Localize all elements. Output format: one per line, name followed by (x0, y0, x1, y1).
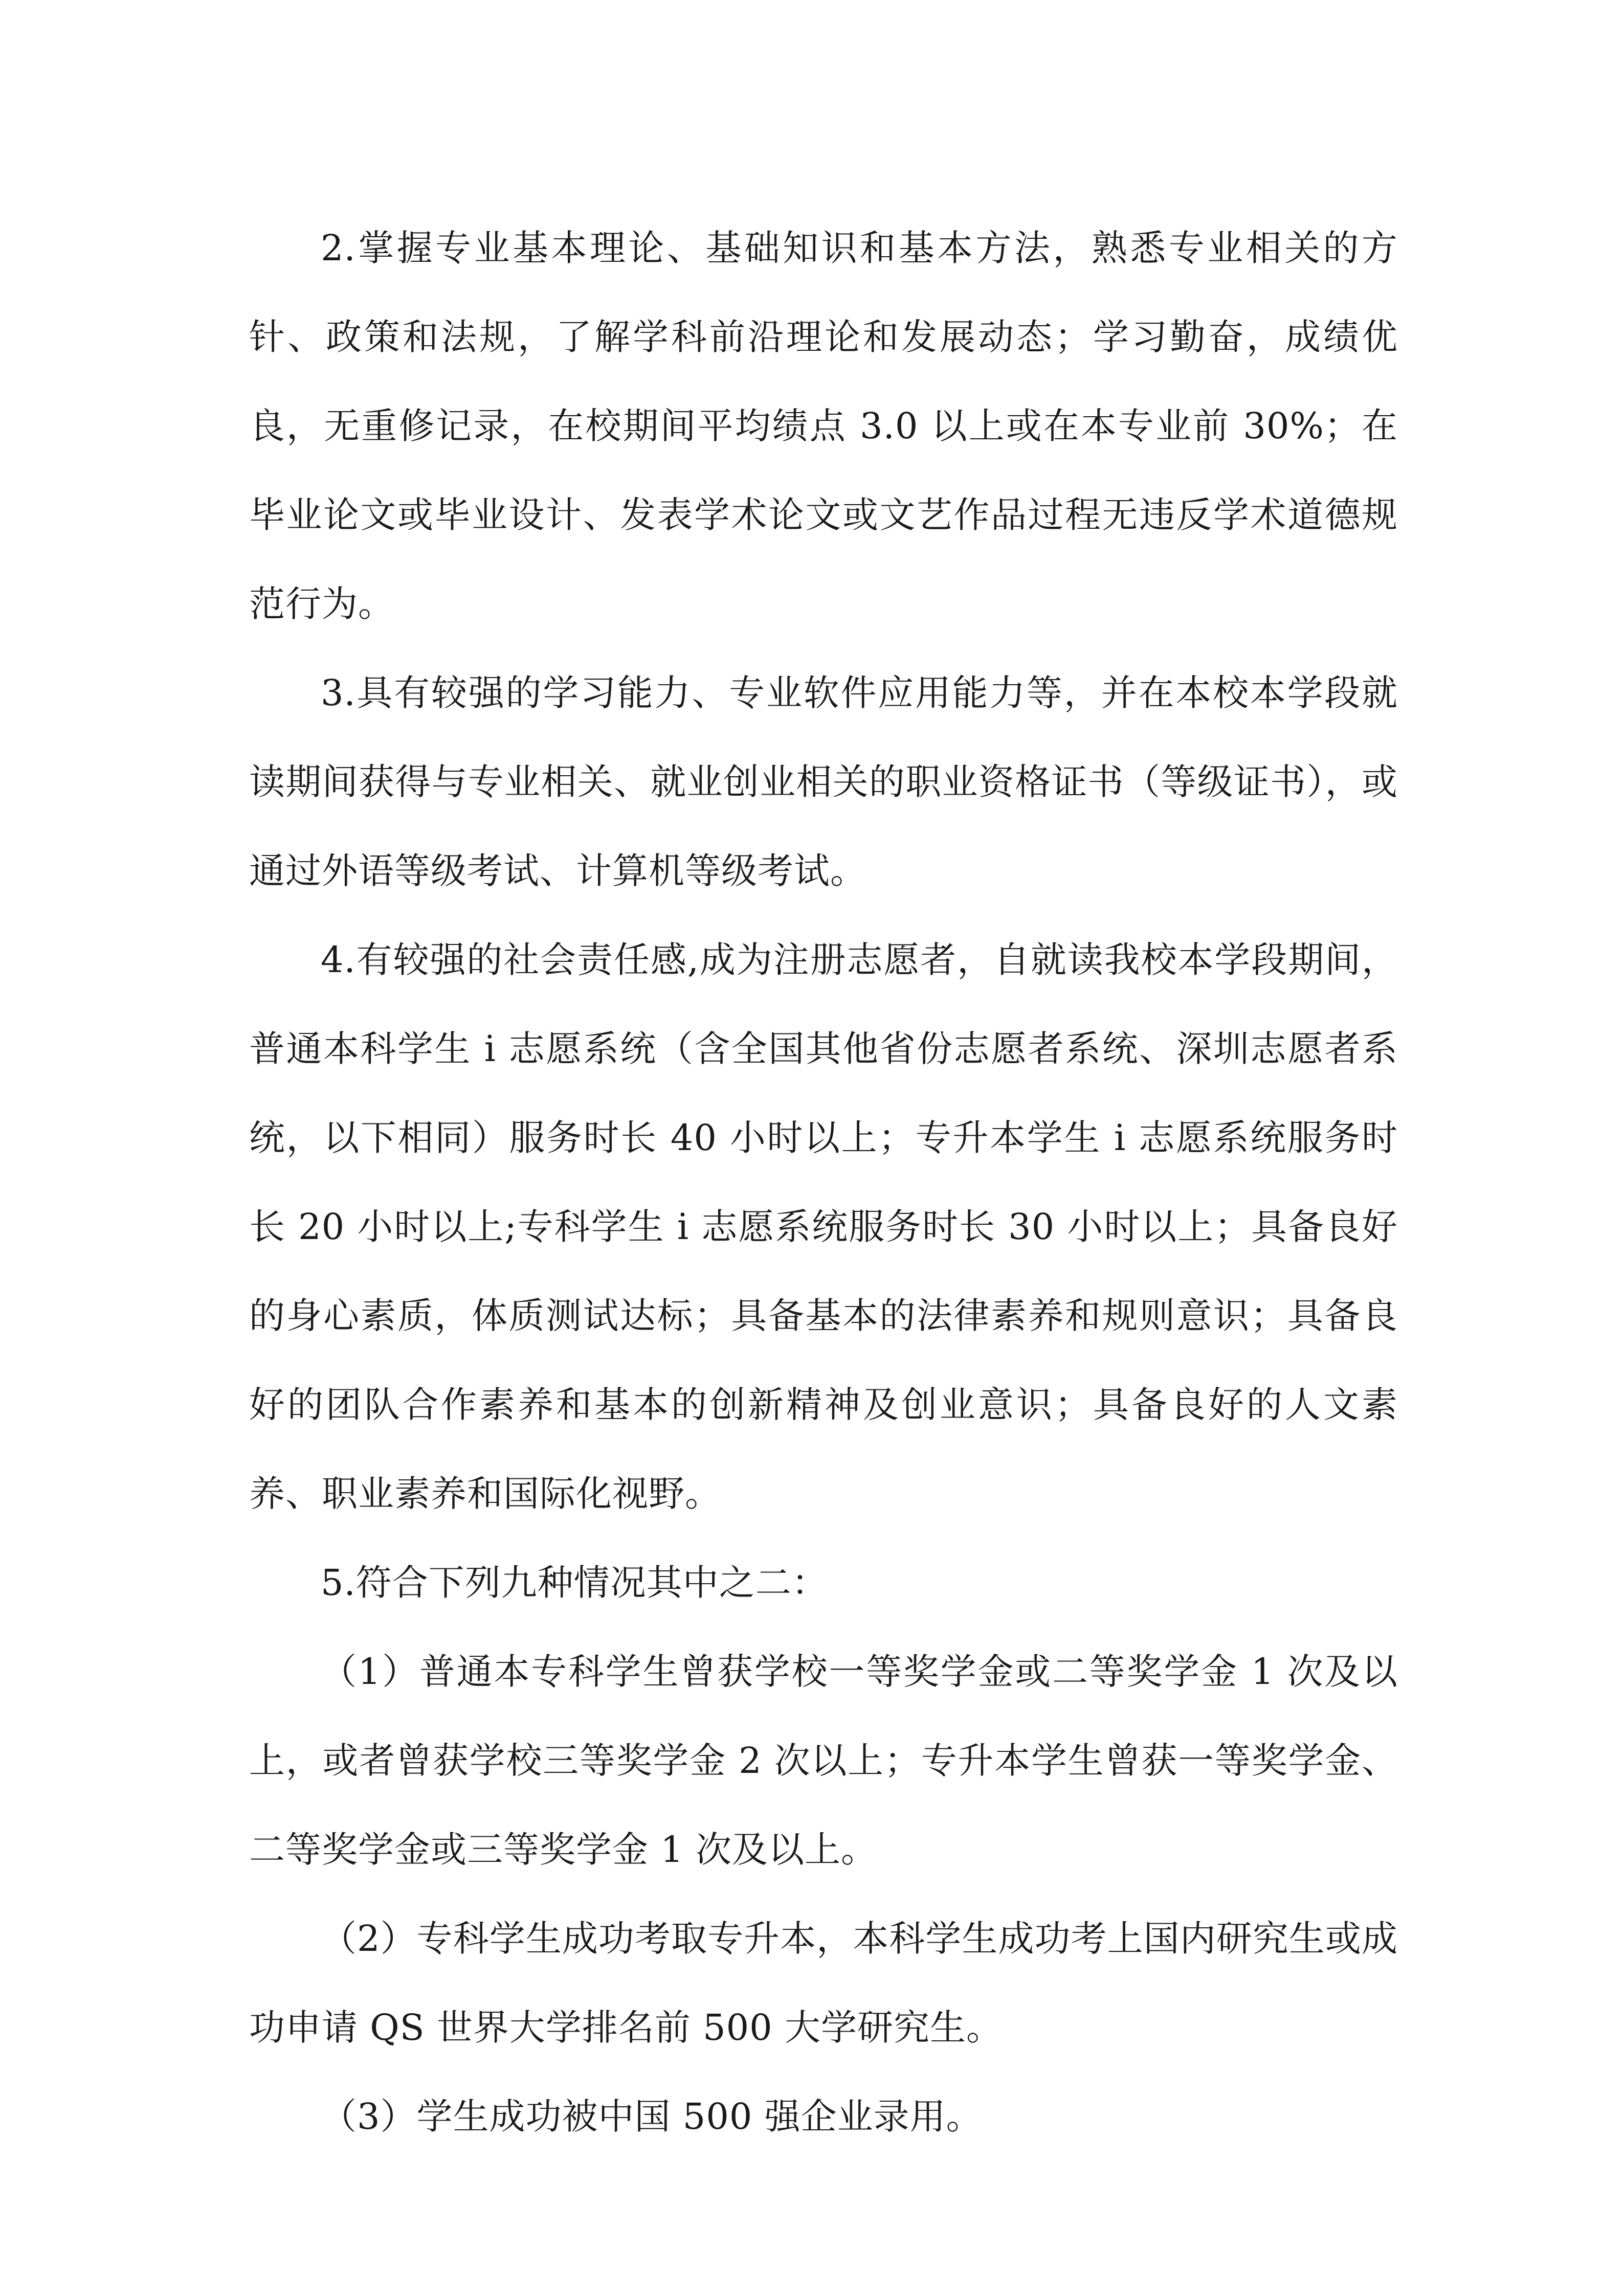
paragraph-sub-item-2: （2）专科学生成功考取专升本，本科学生成功考上国内研究生或成功申请 QS 世界大学排名前 500 大学研究生。 (249, 1918, 1398, 2049)
paragraph-sub-item-3: （3）学生成功被中国 500 强企业录用。 (321, 2096, 983, 2137)
paragraph-item-3: 3.具有较强的学习能力、专业软件应用能力等，并在本校本学段就读期间获得与专业相关、就业创业相关的职业资格证书（等级证书），或通过外语等级考试、计算机等级考试。 (249, 672, 1398, 892)
paragraph-item-5: 5.符合下列九种情况其中之二： (321, 1562, 828, 1604)
document-page (249, 204, 1398, 2161)
paragraph-sub-item-1: （1）普通本专科学生曾获学校一等奖学金或二等奖学金 1 次及以上，或者曾获学校三等奖学金 2 次以上；专升本学生曾获一等奖学金、二等奖学金或三等奖学金 1 次及以上。 (249, 1651, 1398, 1871)
paragraph-item-4: 4.有较强的社会责任感,成为注册志愿者，自就读我校本学段期间，普通本科学生 i 志愿系统（含全国其他省份志愿者系统、深圳志愿者系统，以下相同）服务时长 40 小时以上；专升本学生 i 志愿系统服务时长 20 小时以上;专科学生 i 志愿系统服务时长 30 小时以上；具备良好的身心素质，体质测试达标；具备基本的法律素养和规则意识；具备良好的团队合作素养和基本的创新精神及创业意识；具备良好的人文素养、职业素养和国际化视野。 (249, 939, 1398, 1515)
paragraph-item-2: 2.掌握专业基本理论、基础知识和基本方法，熟悉专业相关的方针、政策和法规，了解学科前沿理论和发展动态；学习勤奋，成绩优良，无重修记录，在校期间平均绩点 3.0 以上或在本专业前 30%；在毕业论文或毕业设计、发表学术论文或文艺作品过程无违反学术道德规范行为。 (249, 227, 1398, 625)
